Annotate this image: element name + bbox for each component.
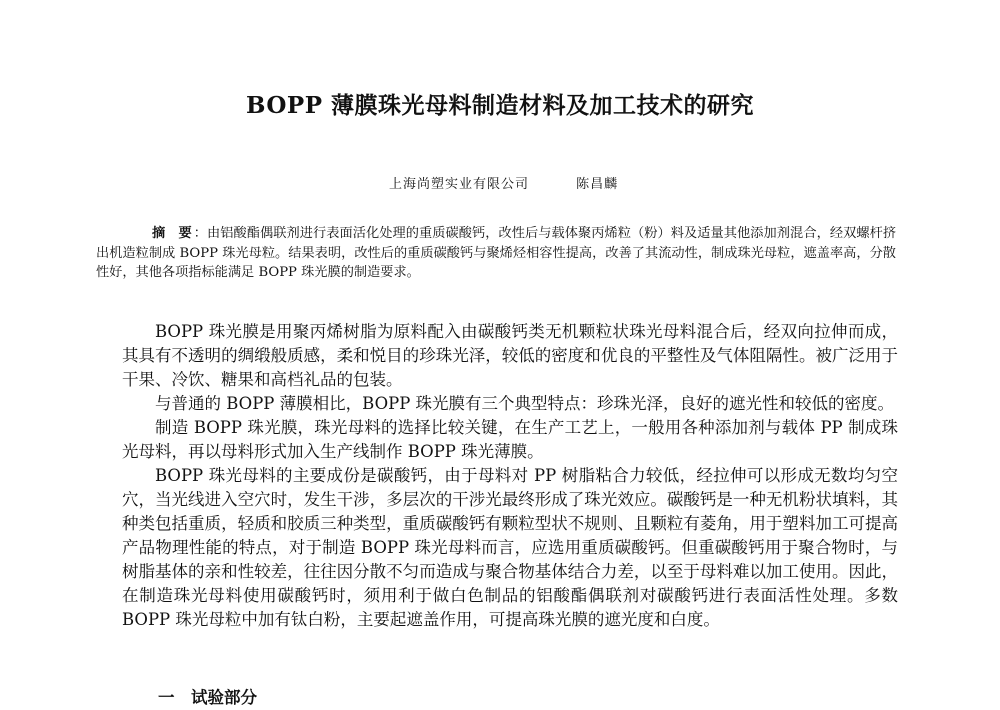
author-name: 陈昌麟 [576, 177, 619, 192]
byline [389, 176, 618, 194]
section-heading: 一 试验部分 [158, 688, 257, 707]
abstract-text: ：由铝酸酯偶联剂进行表面活化处理的重质碳酸钙，改性后与载体聚丙烯粒（粉）料及适量其他添加剂混合，经双螺杆挤出机造粒制成 BOPP 珠光母粒。结果表明，改性后的重质碳酸钙与聚烯烃相容性提高，改善了其流动性，制成珠光母粒，遮盖率高，分散性好，其他各项指标能满足 BOPP 珠光膜的制造要求。 [96, 226, 897, 280]
paragraph: BOPP 珠光膜是用聚丙烯树脂为原料配入由碳酸钙类无机颗粒状珠光母料混合后，经双向拉伸而成，其具有不透明的绸缎般质感，柔和悦目的珍珠光泽，较低的密度和优良的平整性及气体阻隔性。被广泛用于干果、冷饮、糖果和高档礼品的包装。 [122, 322, 898, 389]
paper-title: BOPP 薄膜珠光母料制造材料及加工技术的研究 [246, 92, 754, 119]
paragraph: BOPP 珠光母料的主要成份是碳酸钙，由于母料对 PP 树脂粘合力较低，经拉伸可以形成无数均匀空穴，当光线进入空穴时，发生干涉，多层次的干涉光最终形成了珠光效应。碳酸钙是一种无机粉状填料，其种类包括重质，轻质和胶质三种类型，重质碳酸钙有颗粒型状不规则、且颗粒有菱角，用于塑料加工可提高产品物理性能的特点，对于制造 BOPP 珠光母料而言，应选用重质碳酸钙。但重碳酸钙用于聚合物时，与树脂基体的亲和性较差，往往因分散不匀而造成与聚合物基体结合力差，以至于母料难以加工使用。因此，在制造珠光母料使用碳酸钙时，须用利于做白色制品的铝酸酯偶联剂对碳酸钙进行表面活性处理。多数 BOPP 珠光母粒中加有钛白粉，主要起遮盖作用，可提高珠光膜的遮光度和白度。 [122, 466, 898, 629]
paragraph: 与普通的 BOPP 薄膜相比，BOPP 珠光膜有三个典型特点：珍珠光泽，良好的遮光性和较低的密度。 [155, 394, 895, 413]
abstract [96, 224, 896, 283]
author-affiliation: 上海尚塑实业有限公司 [389, 177, 530, 192]
body-text [122, 320, 898, 632]
paragraph: 制造 BOPP 珠光膜，珠光母料的选择比较关键，在生产工艺上，一般用各种添加剂与载体 PP 制成珠光母料，再以母料形式加入生产线制作 BOPP 珠光薄膜。 [122, 418, 898, 461]
abstract-label: 摘 要 [152, 226, 192, 241]
